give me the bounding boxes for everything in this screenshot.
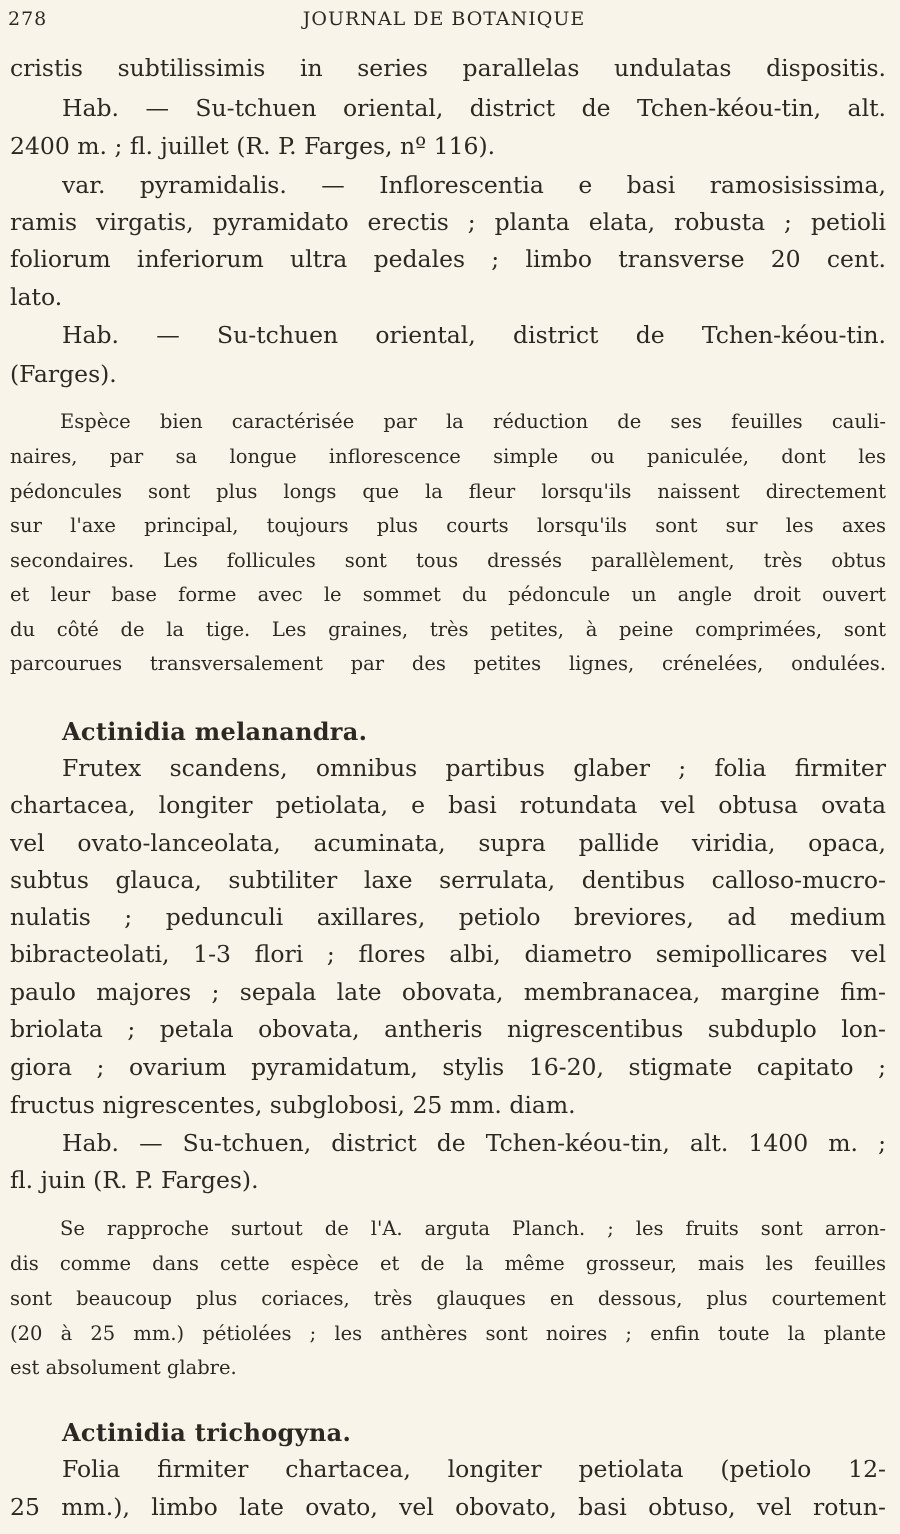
note-line: naires, par sa longue inflorescence simple ou paniculée, dont les bbox=[10, 445, 886, 468]
text-line: 2400 m. ; fl. juillet (R. P. Farges, nº 116). bbox=[10, 132, 496, 160]
note-line: Se rapproche surtout de l'A. arguta Planch. ; les fruits sont arron- bbox=[60, 1217, 886, 1240]
page-number: 278 bbox=[8, 8, 48, 30]
note-line: secondaires. Les follicules sont tous dressés parallèlement, très obtus bbox=[10, 549, 886, 572]
note-line: et leur base forme avec le sommet du pédoncule un angle droit ouvert bbox=[10, 583, 886, 606]
description-line: 25 mm.), limbo late ovato, vel obovato, basi obtuso, vel rotun- bbox=[10, 1493, 886, 1521]
description-line: bibracteolati, 1-3 flori ; flores albi, diametro semipollicares vel bbox=[10, 940, 886, 968]
note-line: parcourues transversalement par des petites lignes, crénelées, ondulées. bbox=[10, 652, 886, 675]
habitat-line: Hab. — Su-tchuen, district de Tchen-kéou-tin, alt. 1400 m. ; bbox=[62, 1129, 886, 1157]
description-line: briolata ; petala obovata, antheris nigrescentibus subduplo lon- bbox=[10, 1015, 886, 1043]
habitat-line: fl. juin (R. P. Farges). bbox=[10, 1166, 259, 1194]
journal-title: JOURNAL DE BOTANIQUE bbox=[302, 8, 586, 30]
text-line: ramis virgatis, pyramidato erectis ; planta elata, robusta ; petioli bbox=[10, 208, 886, 236]
note-line: sont beaucoup plus coriaces, très glauques en dessous, plus courtement bbox=[10, 1287, 886, 1310]
note-line: (20 à 25 mm.) pétiolées ; les anthères sont noires ; enfin toute la plante bbox=[10, 1322, 886, 1345]
description-line: fructus nigrescentes, subglobosi, 25 mm. diam. bbox=[10, 1091, 576, 1119]
note-line: pédoncules sont plus longs que la fleur lorsqu'ils naissent directement bbox=[10, 480, 886, 503]
text-line: foliorum inferiorum ultra pedales ; limbo transverse 20 cent. bbox=[10, 245, 886, 273]
variety-line: var. pyramidalis. — Inflorescentia e basi ramosisissima, bbox=[62, 171, 886, 199]
description-line: Folia firmiter chartacea, longiter petiolata (petiolo 12- bbox=[62, 1455, 886, 1483]
note-line: du côté de la tige. Les graines, très petites, à peine comprimées, sont bbox=[10, 618, 886, 641]
habitat-line: Hab. — Su-tchuen oriental, district de Tchen-kéou-tin, alt. bbox=[62, 94, 886, 122]
description-line: nulatis ; pedunculi axillares, petiolo breviores, ad medium bbox=[10, 903, 886, 931]
note-line: Espèce bien caractérisée par la réduction de ses feuilles cauli- bbox=[60, 410, 886, 433]
description-line: subtus glauca, subtiliter laxe serrulata, dentibus calloso-mucro- bbox=[10, 866, 886, 894]
description-line: giora ; ovarium pyramidatum, stylis 16-20, stigmate capitato ; bbox=[10, 1053, 886, 1081]
species-heading: Actinidia trichogyna. bbox=[62, 1418, 352, 1447]
text-line: lato. bbox=[10, 283, 63, 311]
running-header bbox=[8, 6, 880, 36]
habitat-line: Hab. — Su-tchuen oriental, district de Tchen-kéou-tin. bbox=[62, 321, 886, 349]
text-line: (Farges). bbox=[10, 360, 117, 388]
note-line: est absolument glabre. bbox=[10, 1356, 237, 1379]
description-line: chartacea, longiter petiolata, e basi rotundata vel obtusa ovata bbox=[10, 791, 886, 819]
description-line: Frutex scandens, omnibus partibus glaber ; folia firmiter bbox=[62, 754, 886, 782]
description-line: vel ovato-lanceolata, acuminata, supra pallide viridia, opaca, bbox=[10, 829, 886, 857]
species-heading: Actinidia melanandra. bbox=[62, 717, 368, 746]
text-line: cristis subtilissimis in series parallelas undulatas dispositis. bbox=[10, 54, 886, 82]
note-line: dis comme dans cette espèce et de la même grosseur, mais les feuilles bbox=[10, 1252, 886, 1275]
description-line: paulo majores ; sepala late obovata, membranacea, margine fim- bbox=[10, 978, 886, 1006]
note-line: sur l'axe principal, toujours plus courts lorsqu'ils sont sur les axes bbox=[10, 514, 886, 537]
